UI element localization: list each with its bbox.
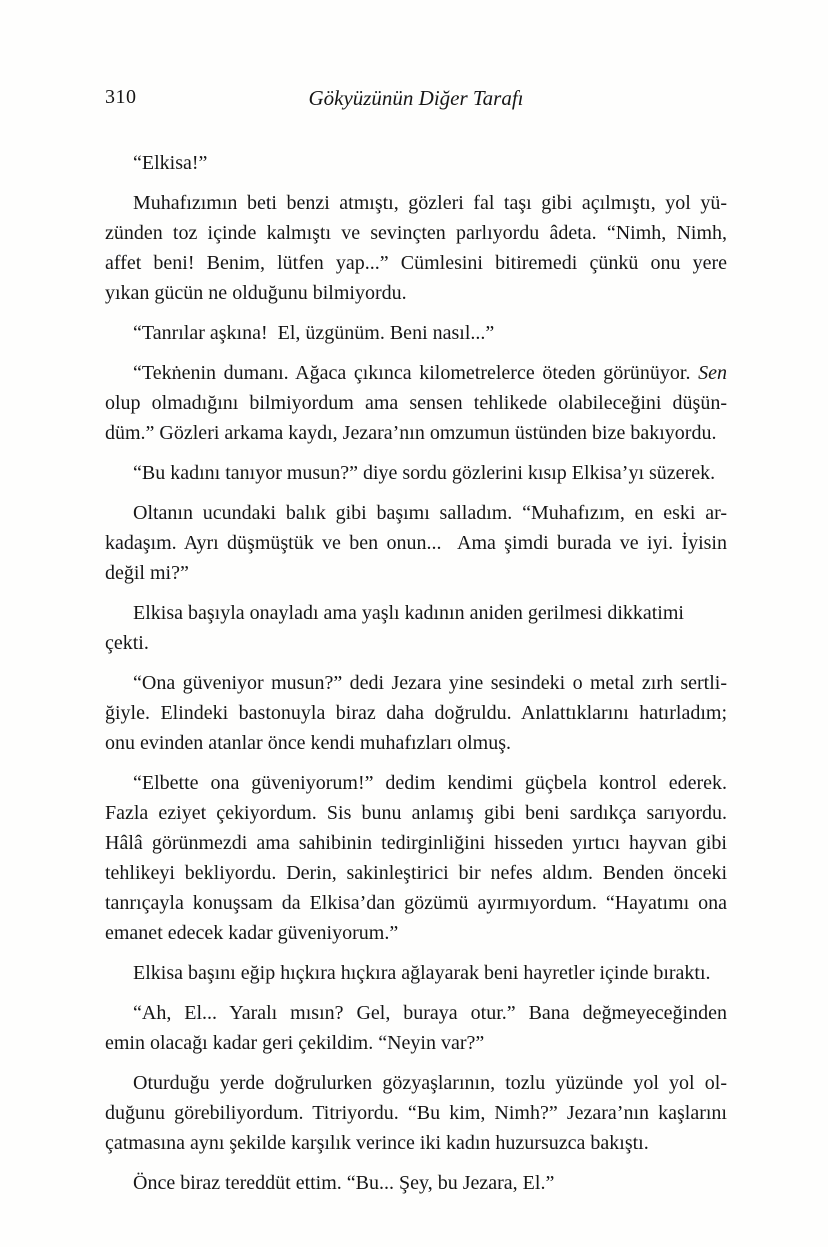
- text-segment: düm.” Gözleri arkama kaydı, Jezara’nın omzumun üstünden bize bakıyordu.: [105, 422, 717, 444]
- text-segment: Önce biraz tereddüt ettim. “Bu... Şey, bu Jezara, El.”: [133, 1172, 555, 1194]
- text-line: [105, 958, 727, 988]
- text-segment: Oturduğu yerde doğrulurken gözyaşlarının, tozlu yüzünde yol yol ol-: [133, 1072, 727, 1094]
- text-segment: emanet edecek kadar güveniyorum.”: [105, 922, 399, 944]
- paragraph: [105, 768, 727, 948]
- paragraph: [105, 148, 727, 178]
- body-text: [105, 148, 727, 1198]
- text-line: [105, 458, 727, 488]
- running-header-title: Gökyüzünün Diğer Tarafı: [308, 86, 524, 110]
- text-segment: yıkan gücün ne olduğunu bilmiyordu.: [105, 282, 407, 304]
- paragraph: [105, 1168, 727, 1198]
- emphasized-text: Sen: [698, 362, 727, 384]
- paragraph: [105, 188, 727, 308]
- text-line: [105, 1168, 727, 1198]
- text-segment: “Elkisa!”: [133, 152, 208, 174]
- text-segment: onu evinden atanlar önce kendi muhafızları olmuş.: [105, 732, 511, 754]
- text-line: [105, 828, 727, 858]
- paragraph: [105, 998, 727, 1058]
- text-line: [105, 1128, 727, 1158]
- text-line: [105, 728, 727, 758]
- text-line: [105, 698, 727, 728]
- text-line: [105, 798, 727, 828]
- text-line: [105, 1028, 727, 1058]
- text-segment: kadaşım. Ayrı düşmüştük ve ben onun... Ama şimdi burada ve iyi. İyisin: [105, 532, 727, 554]
- text-line: [105, 918, 727, 948]
- text-segment: affet beni! Benim, lütfen yap...” Cümlesini bitiremedi çünkü onu yere: [105, 252, 727, 274]
- text-segment: zünden toz içinde kalmıştı ve sevinçten parlıyordu âdeta. “Nimh, Nimh,: [105, 222, 727, 244]
- text-line: [105, 218, 727, 248]
- text-line: [105, 278, 727, 308]
- running-header: [105, 86, 727, 114]
- text-segment: Muhafızımın beti benzi atmıştı, gözleri fal taşı gibi açılmıştı, yol yü-: [133, 192, 727, 214]
- text-line: [105, 358, 727, 388]
- text-segment: “Bu kadını tanıyor musun?” diye sordu gözlerini kısıp Elkisa’yı süzerek.: [133, 462, 716, 484]
- text-line: [105, 1068, 727, 1098]
- text-line: [105, 1098, 727, 1128]
- text-line: [105, 188, 727, 218]
- text-segment: “Tanrılar aşkına! El, üzgünüm. Beni nasıl...”: [133, 322, 495, 344]
- text-segment: Oltanın ucundaki balık gibi başımı salladım. “Muhafızım, en eski ar-: [133, 502, 727, 524]
- paragraph: [105, 668, 727, 758]
- text-line: [105, 498, 727, 528]
- text-line: [105, 148, 727, 178]
- text-segment: ğiyle. Elindeki bastonuyla biraz daha doğruldu. Anlattıklarını hatırladım;: [105, 702, 727, 724]
- text-segment: değil mi?”: [105, 562, 189, 584]
- text-line: [105, 528, 727, 558]
- page-number: 310: [105, 86, 137, 108]
- text-segment: “Elbette ona güveniyorum!” dedim kendimi güçbela kontrol ederek.: [133, 772, 727, 794]
- text-line: [105, 318, 727, 348]
- paragraph: [105, 1068, 727, 1158]
- text-segment: Fazla eziyet çekiyordum. Sis bunu anlamış gibi beni sardıkça sarıyordu.: [105, 802, 727, 824]
- text-line: [105, 248, 727, 278]
- text-segment: Elkisa başını eğip hıçkıra hıçkıra ağlayarak beni hayretler içinde bıraktı.: [133, 962, 711, 984]
- paragraph: [105, 598, 727, 658]
- paragraph: [105, 498, 727, 588]
- text-line: [105, 418, 727, 448]
- text-segment: “Ona güveniyor musun?” dedi Jezara yine sesindeki o metal zırh sertli-: [133, 672, 727, 694]
- text-segment: Hâlâ görünmezdi ama sahibinin tedirginliğini hisseden yırtıcı hayvan gibi: [105, 832, 727, 854]
- text-segment: tanrıçayla konuşsam da Elkisa’dan gözümü ayırmıyordum. “Hayatımı ona: [105, 892, 727, 914]
- text-segment: tehlikeyi bekliyordu. Derin, sakinleştirici bir nefes aldım. Benden önceki: [105, 862, 727, 884]
- text-segment: olup olmadığını bilmiyordum ama sensen tehlikede olabileceğini düşün-: [105, 392, 727, 414]
- text-line: [105, 858, 727, 888]
- text-line: [105, 558, 727, 588]
- text-segment: Elkisa başıyla onayladı ama yaşlı kadının aniden gerilmesi dikkatimi çekti.: [105, 602, 684, 654]
- paragraph: [105, 458, 727, 488]
- paragraph: [105, 958, 727, 988]
- text-line: [105, 598, 727, 658]
- paragraph: [105, 358, 727, 448]
- text-segment: emin olacağı kadar geri çekildim. “Neyin var?”: [105, 1032, 485, 1054]
- text-segment: duğunu görebiliyordum. Titriyordu. “Bu kim, Nimh?” Jezara’nın kaşlarını: [105, 1102, 727, 1124]
- text-line: [105, 888, 727, 918]
- text-line: [105, 998, 727, 1028]
- text-line: [105, 668, 727, 698]
- paragraph: [105, 318, 727, 348]
- text-segment: “Tekṅenin dumanı. Ağaca çıkınca kilometrelerce öteden görünüyor.: [133, 362, 699, 384]
- text-segment: “Ah, El... Yaralı mısın? Gel, buraya otur.” Bana değmeyeceğinden: [133, 1002, 727, 1024]
- text-segment: çatmasına aynı şekilde karşılık verince iki kadın huzursuzca bakıştı.: [105, 1132, 649, 1154]
- text-line: [105, 768, 727, 798]
- text-line: [105, 388, 727, 418]
